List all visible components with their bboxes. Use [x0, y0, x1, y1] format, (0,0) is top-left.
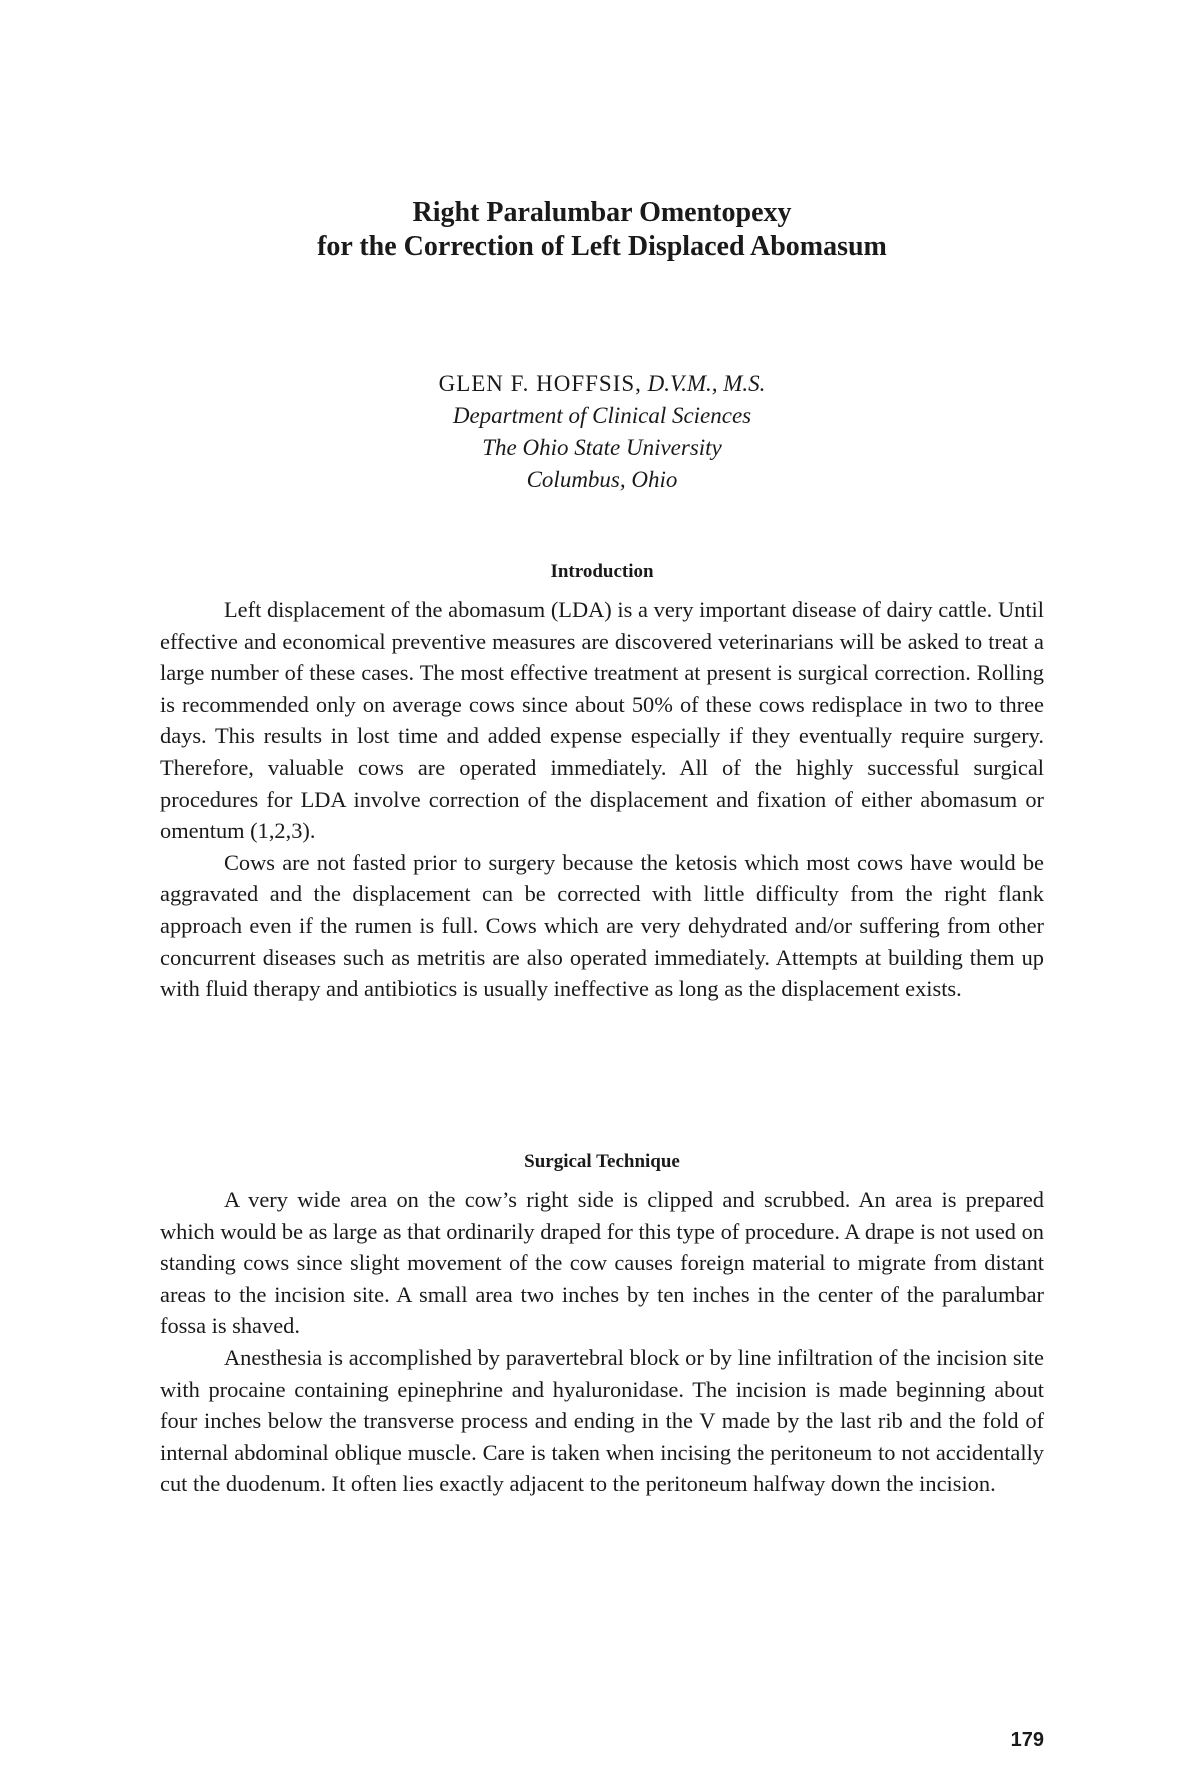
affiliation-department: Department of Clinical Sciences	[452, 403, 752, 428]
paper-page	[160, 0, 1044, 1776]
affiliation-university: The Ohio State University	[482, 435, 722, 460]
section-heading-introduction: Introduction	[550, 561, 654, 582]
paragraph: A very wide area on the cow’s right side is clipped and scrubbed. An area is prepared which would be as large as that ordinarily draped for this type of procedure. A drape is not used on standing cows since slight movement of the cow causes foreign material to migrate from distant areas to the incision site. A small area two inches by ten inches in the center of the paralumbar fossa is shaved.	[160, 1187, 1044, 1339]
section-surgical-technique	[160, 1184, 1044, 1500]
title-line-1: Right Paralumbar Omentopexy	[412, 197, 792, 228]
paragraph: Cows are not fasted prior to surgery because the ketosis which most cows have would be aggravated and the displacement can be corrected with little difficulty from the right flank approach even if the rumen is full. Cows which are very dehydrated and/or suffering from other concurrent diseases such as metritis are also operated immediately. Attempts at building them up with fluid therapy and antibiotics is usually ineffective as long as the displacement exists.	[160, 849, 1044, 1002]
title-line-2: for the Correction of Left Displaced Abomasum	[317, 231, 887, 262]
author-block	[160, 368, 1044, 496]
author-line	[160, 368, 1044, 400]
section-introduction	[160, 594, 1044, 1005]
author-name: GLEN F. HOFFSIS,	[438, 371, 642, 396]
author-degrees: D.V.M., M.S.	[647, 371, 766, 396]
affiliation-location: Columbus, Ohio	[526, 467, 678, 492]
paragraph: Left displacement of the abomasum (LDA) is a very important disease of dairy cattle. Until effective and economical preventive measures are discovered veterinarians will be asked to treat a large number of these cases. The most effective treatment at present is surgical correction. Rolling is recommended only on average cows since about 50% of these cows redisplace in two to three days. This results in lost time and added expense especially if they eventually require surgery. Therefore, valuable cows are operated immediately. All of the highly successful surgical procedures for LDA involve correction of the displacement and fixation of either abomasum or omentum (1,2,3).	[160, 597, 1044, 844]
paragraph: Anesthesia is accomplished by paravertebral block or by line infiltration of the incision site with procaine containing epinephrine and hyaluronidase. The incision is made beginning about four inches below the transverse process and ending in the V made by the last rib and the fold of internal abdominal oblique muscle. Care is taken when incising the peritoneum to not accidentally cut the duodenum. It often lies exactly adjacent to the peritoneum halfway down the incision.	[160, 1344, 1044, 1497]
paper-title	[160, 196, 1044, 264]
section-heading-surgical-technique: Surgical Technique	[524, 1151, 680, 1172]
page-number: 179	[1010, 1729, 1044, 1751]
